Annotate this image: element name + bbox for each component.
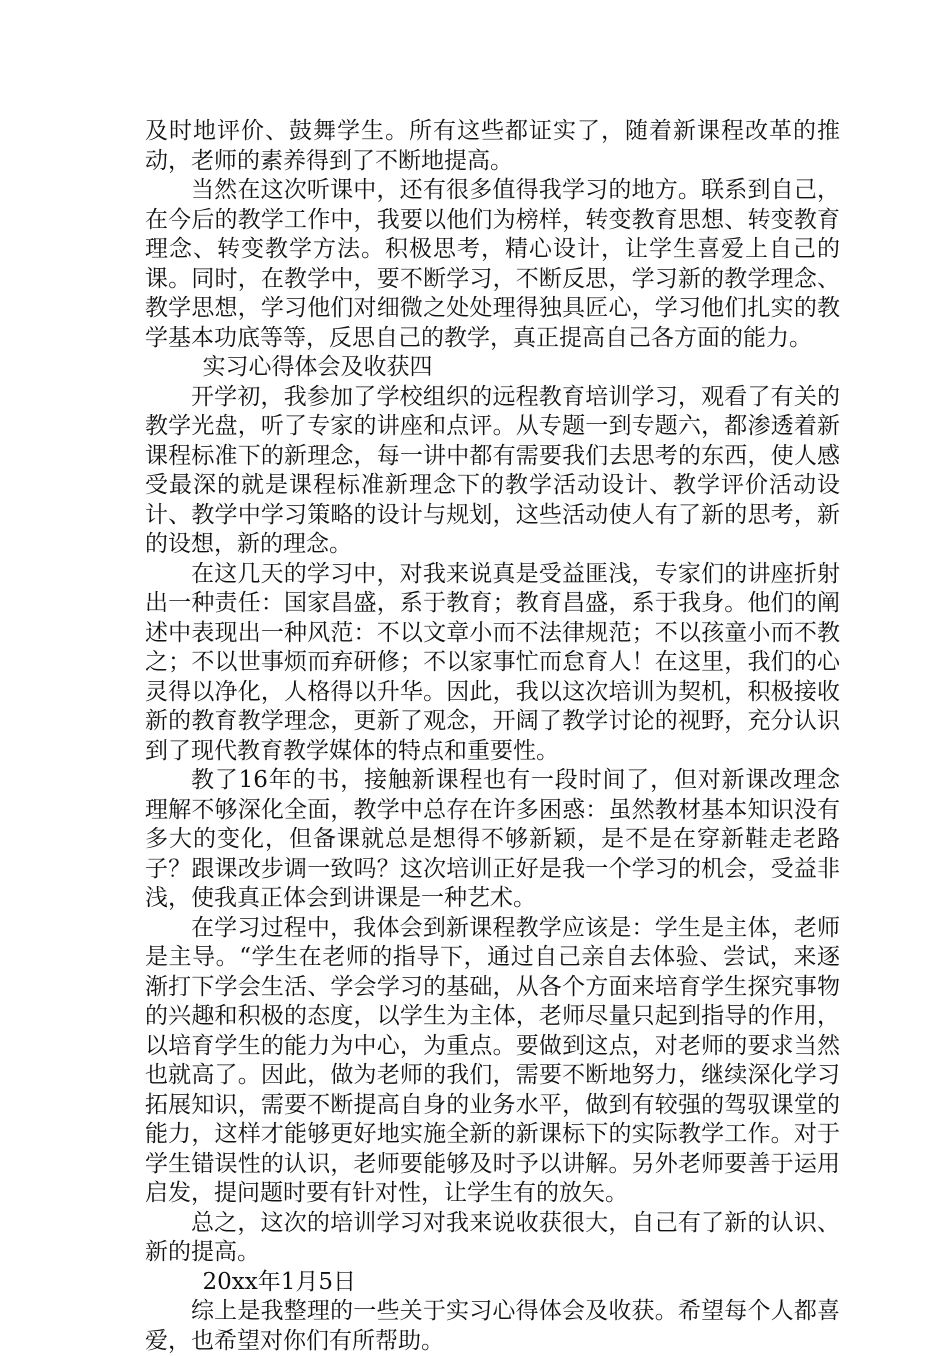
paragraph-closing: 综上是我整理的一些关于实习心得体会及收获。希望每个人都喜爱，也希望对你们有所帮助。 <box>145 1298 840 1354</box>
paragraph-teaching-experience: 教了16年的书，接触新课程也有一段时间了，但对新课改理念理解不够深化全面，教学中总存在许多困惑：虽然教材基本知识没有多大的变化，但备课就总是想得不够新颖，是不是在穿新鞋走老路子？跟课改步调一致吗？这次培训正好是我一个学习的机会，受益非浅，使我真正体会到讲课是一种艺术。 <box>145 767 840 911</box>
document-body <box>145 117 840 1356</box>
paragraph-continuation: 及时地评价、鼓舞学生。所有这些都证实了，随着新课程改革的推动，老师的素养得到了不断地提高。 <box>145 118 840 174</box>
paragraph-new-curriculum: 在学习过程中，我体会到新课程教学应该是：学生是主体，老师是主导。“学生在老师的指导下，通过自己亲自去体验、尝试，来逐渐打下学会生活、学会学习的基础，从各个方面来培育学生探究事物的兴趣和积极的态度，以学生为主体，老师尽量只起到指导的作用，以培育学生的能力为中心，为重点。要做到这点，对老师的要求当然也就高了。因此，做为老师的我们，需要不断地努力，继续深化学习拓展知识，需要不断提高自身的业务水平，做到有较强的驾驭课堂的能力，这样才能够更好地实施全新的新课标下的实际教学工作。对于学生错误性的认识，老师要能够及时予以讲解。另外老师要善于运用启发，提问题时要有针对性，让学生有的放矢。 <box>145 914 840 1206</box>
paragraph-summary: 总之，这次的培训学习对我来说收获很大，自己有了新的认识、新的提高。 <box>145 1209 840 1265</box>
paragraph-learning-gains: 在这几天的学习中，对我来说真是受益匪浅，专家们的讲座折射出一种责任：国家昌盛，系于教育；教育昌盛，系于我身。他们的阐述中表现出一种风范：不以文章小而不法律规范；不以孩童小而不教之；不以世事烦而弃研修；不以家事忙而怠育人！在这里，我们的心灵得以净化，人格得以升华。因此，我以这次培训为契机，积极接收新的教育教学理念，更新了观念，开阔了教学讨论的视野，充分认识到了现代教育教学媒体的特点和重要性。 <box>145 560 840 764</box>
document-date: 20xx年1月5日 <box>202 1268 356 1295</box>
paragraph-training-intro: 开学初，我参加了学校组织的远程教育培训学习，观看了有关的教学光盘，听了专家的讲座和点评。从专题一到专题六，都渗透着新课程标准下的新理念，每一讲中都有需要我们去思考的东西，使人感受最深的就是课程标准新理念下的教学活动设计、教学评价活动设计、教学中学习策略的设计与规划，这些活动使人有了新的思考，新的设想，新的理念。 <box>145 383 840 557</box>
paragraph-reflection: 当然在这次听课中，还有很多值得我学习的地方。联系到自己，在今后的教学工作中，我要以他们为榜样，转变教育思想、转变教育理念、转变教学方法。积极思考，精心设计，让学生喜爱上自己的课。同时，在教学中，要不断学习，不断反思，学习新的教学理念、教学思想，学习他们对细微之处处理得独具匠心，学习他们扎实的教学基本功底等等，反思自己的教学，真正提高自己各方面的能力。 <box>145 177 840 351</box>
section-heading: 实习心得体会及收获四 <box>202 354 433 380</box>
